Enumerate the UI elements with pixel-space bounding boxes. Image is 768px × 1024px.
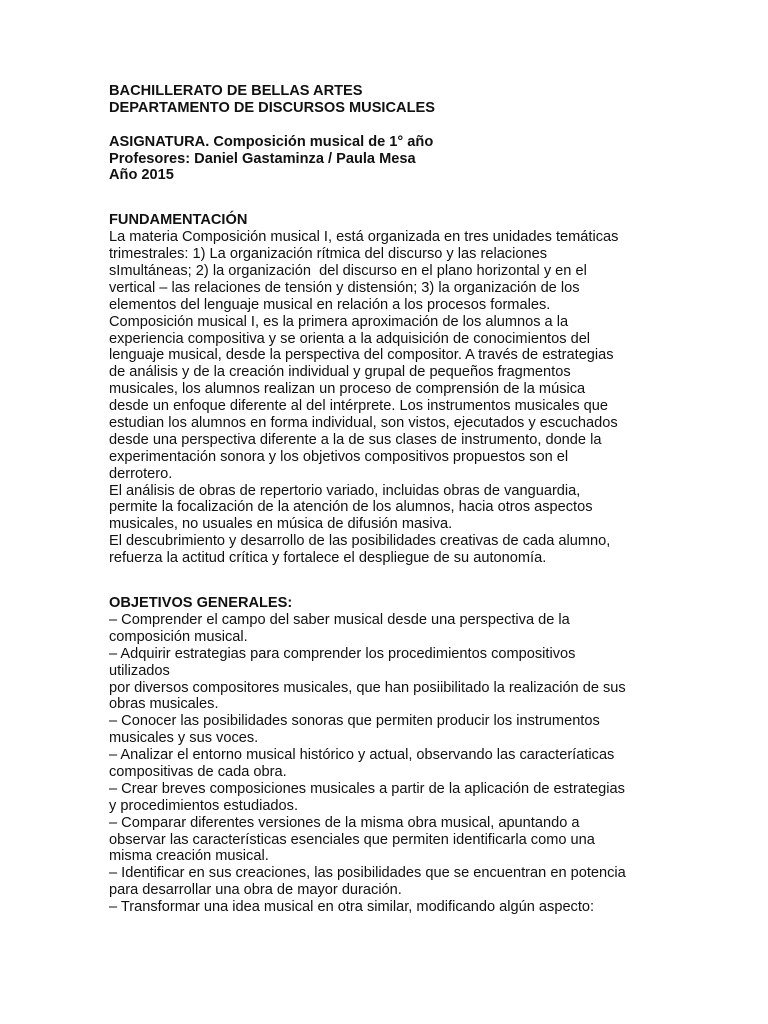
objective-line: observar las características esenciales que permiten identificarla como una: [109, 831, 595, 848]
objective-line: para desarrollar una obra de mayor duración.: [109, 882, 402, 899]
paragraph-line: lenguaje musical, desde la perspectiva del compositor. A través de estrategias: [109, 347, 614, 364]
teachers-line: Profesores: Daniel Gastaminza / Paula Mesa: [109, 150, 416, 167]
paragraph-line: La materia Composición musical I, está organizada en tres unidades temáticas: [109, 229, 619, 246]
paragraph-line: experimentación sonora y los objetivos compositivos propuestos son el: [109, 448, 569, 465]
objective-line: – Crear breves composiciones musicales a partir de la aplicación de estrategias: [109, 780, 625, 797]
subject-line: ASIGNATURA. Composición musical de 1° año: [109, 133, 434, 150]
objective-line: – Conocer las posibilidades sonoras que permiten producir los instrumentos: [109, 713, 600, 730]
paragraph-line: derrotero.: [109, 465, 173, 482]
school-title: BACHILLERATO DE BELLAS ARTES: [109, 83, 363, 99]
objective-line: – Identificar en sus creaciones, las posibilidades que se encuentran en potencia: [109, 865, 626, 882]
objective-line: – Transformar una idea musical en otra similar, modificando algún aspecto:: [109, 899, 595, 916]
objetivos-heading: OBJETIVOS GENERALES:: [109, 595, 293, 612]
fundamentacion-body: [109, 229, 669, 567]
objective-line: obras musicales.: [109, 696, 219, 713]
objective-line: musicales y sus voces.: [109, 730, 259, 747]
paragraph-line: desde una perspectiva diferente a la de sus clases de instrumento, donde la: [109, 431, 602, 448]
objective-line: por diversos compositores musicales, que han posiibilitado la realización de sus: [109, 679, 626, 696]
paragraph-line: musicales, los alumnos realizan un proceso de comprensión de la música: [109, 381, 586, 398]
fundamentacion-heading: FUNDAMENTACIÓN: [109, 212, 248, 229]
department-title: DEPARTAMENTO DE DISCURSOS MUSICALES: [109, 99, 435, 116]
paragraph-line: estudian los alumnos en forma individual, son vistos, ejecutados y escuchados: [109, 415, 618, 432]
document-page: [109, 83, 669, 916]
paragraph-line: El descubrimiento y desarrollo de las posibilidades creativas de cada alumno,: [109, 533, 611, 550]
objective-line: – Adquirir estrategias para comprender los procedimientos compositivos: [109, 645, 576, 662]
objetivos-body: [109, 612, 669, 916]
paragraph-line: permite la focalización de la atención de los alumnos, hacia otros aspectos: [109, 499, 593, 516]
objective-line: composición musical.: [109, 628, 248, 645]
paragraph-line: experiencia compositiva y se orienta a la adquisición de conocimientos del: [109, 330, 591, 347]
paragraph-line: vertical – las relaciones de tensión y distensión; 3) la organización de los: [109, 279, 580, 296]
objective-line: – Comprender el campo del saber musical desde una perspectiva de la: [109, 611, 570, 628]
paragraph-line: musicales, no usuales en música de difusión masiva.: [109, 516, 453, 533]
paragraph-line: trimestrales: 1) La organización rítmica del discurso y las relaciones: [109, 246, 547, 263]
paragraph-line: elementos del lenguaje musical en relación a los procesos formales.: [109, 296, 551, 313]
objective-line: utilizados: [109, 662, 170, 679]
paragraph-line: sImultáneas; 2) la organización del discurso en el plano horizontal y en el: [109, 263, 587, 280]
objective-line: – Analizar el entorno musical histórico y actual, observando las caracteríaticas: [109, 747, 615, 764]
year-line: Año 2015: [109, 167, 174, 184]
objective-line: compositivas de cada obra.: [109, 763, 287, 780]
objective-line: misma creación musical.: [109, 848, 269, 865]
paragraph-line: refuerza la actitud crítica y fortalece el despliegue de su autonomía.: [109, 550, 547, 567]
objective-line: – Comparar diferentes versiones de la misma obra musical, apuntando a: [109, 814, 580, 831]
paragraph-line: Composición musical I, es la primera aproximación de los alumnos a la: [109, 313, 569, 330]
objective-line: y procedimientos estudiados.: [109, 797, 299, 814]
paragraph-line: desde un enfoque diferente al del intérprete. Los instrumentos musicales que: [109, 398, 608, 415]
paragraph-line: El análisis de obras de repertorio variado, incluidas obras de vanguardia,: [109, 482, 581, 499]
paragraph-line: de análisis y de la creación individual y grupal de pequeños fragmentos: [109, 364, 571, 381]
